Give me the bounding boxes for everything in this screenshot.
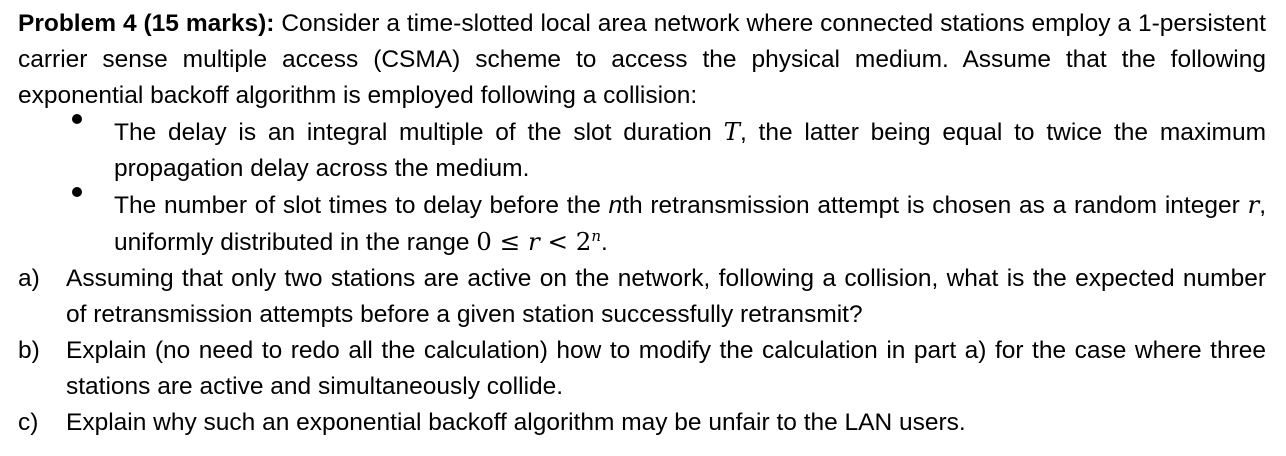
math-exponent: n [591, 226, 602, 245]
question-label: a) [18, 265, 40, 292]
math-variable: r [1247, 190, 1260, 219]
bullet-text-part: The number of slot times to delay before the [114, 192, 609, 219]
bullet-item [18, 187, 1266, 261]
math-expression: 0 ≤ [476, 227, 528, 256]
bullet-text-part: . [601, 229, 608, 256]
question-item [18, 405, 1266, 441]
math-variable: n [608, 192, 623, 219]
bullet-text [114, 187, 1266, 261]
bullet-text-part: , uniformly distributed in the range [114, 192, 1266, 256]
bullet-item [18, 114, 1266, 187]
problem-intro [18, 6, 1266, 114]
bullet-icon [72, 187, 82, 197]
question-label: b) [18, 337, 40, 364]
bullet-text-part: The delay is an integral multiple of the slot duration [114, 119, 724, 146]
bullet-text [114, 114, 1266, 187]
question-item [18, 333, 1266, 405]
question-item [18, 261, 1266, 333]
bullet-text-part: th retransmission attempt is chosen as a random integer [622, 192, 1248, 219]
question-text: Assuming that only two stations are active on the network, following a collision, what is the expected number of retransmission attempts before a given station successfully retransmit? [66, 265, 1266, 328]
problem-intro-text: Consider a time-slotted local area network where connected stations employ a 1-persistent carrier sense multiple access (CSMA) scheme to access the physical medium. Assume that the following exponential backoff algorithm is employed following a collision: [18, 10, 1266, 109]
math-expression: < 2 [539, 227, 592, 256]
math-variable: T [723, 117, 740, 146]
problem-title: Problem 4 (15 marks): [18, 10, 275, 37]
bullet-icon [72, 114, 82, 124]
question-label: c) [18, 409, 39, 436]
question-text: Explain (no need to redo all the calculation) how to modify the calculation in part a) for the case where three stations are active and simultaneously collide. [66, 337, 1266, 400]
question-text: Explain why such an exponential backoff algorithm may be unfair to the LAN users. [66, 409, 966, 436]
math-variable: r [527, 227, 540, 256]
bullet-text-part: , the latter being equal to twice the maximum propagation delay across the medium. [114, 119, 1266, 182]
